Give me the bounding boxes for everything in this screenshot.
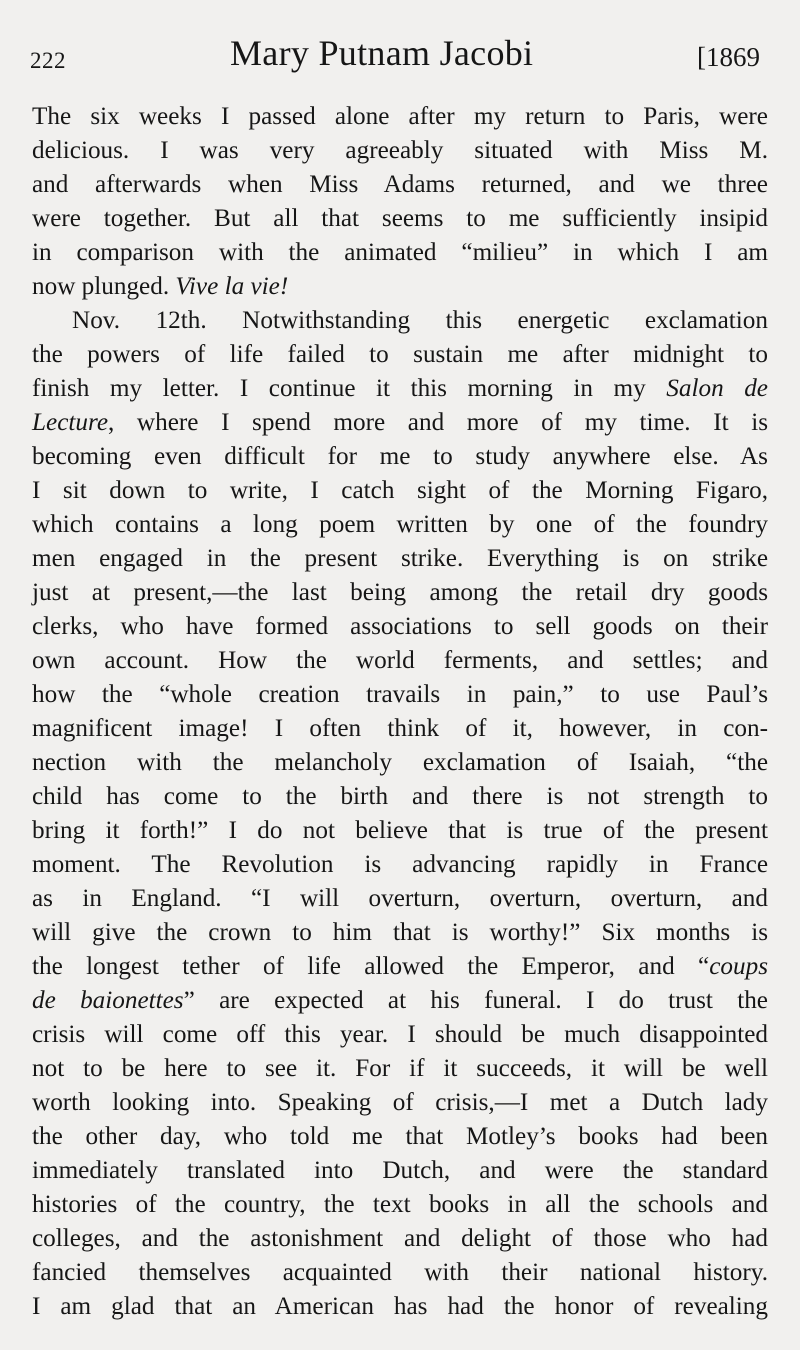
- italic-text: Vive la vie!: [175, 273, 289, 300]
- text-segment: fancied themselves acquainted with their national history.: [32, 1259, 768, 1286]
- text-segment: immediately translated into Dutch, and were the standard: [32, 1157, 768, 1184]
- text-line: [32, 372, 768, 406]
- text-segment: clerks, who have formed associations to sell goods on their: [32, 613, 768, 640]
- text-line: [32, 780, 768, 814]
- text-line: [32, 610, 768, 644]
- text-segment: which contains a long poem written by one of the foundry: [32, 511, 768, 538]
- text-segment: the longest tether of life allowed the Emperor, and “: [32, 953, 710, 980]
- text-segment: I am glad that an American has had the honor of revealing: [32, 1293, 768, 1320]
- text-segment: men engaged in the present strike. Everything is on strike: [32, 545, 768, 572]
- text-line: [32, 202, 768, 236]
- text-segment: how the “whole creation travails in pain,” to use Paul’s: [32, 681, 768, 708]
- text-segment: and afterwards when Miss Adams returned, and we three: [32, 171, 768, 198]
- text-segment: the other day, who told me that Motley’s books had been: [32, 1123, 768, 1150]
- text-segment: now plunged.: [32, 273, 176, 300]
- text-segment: in comparison with the animated “milieu” in which I am: [32, 239, 768, 266]
- text-line: [32, 1120, 768, 1154]
- text-segment: moment. The Revolution is advancing rapidly in France: [32, 851, 768, 878]
- text-segment: own account. How the world ferments, and settles; and: [32, 647, 768, 674]
- text-line: [32, 1052, 768, 1086]
- text-line: [32, 644, 768, 678]
- text-segment: were together. But all that seems to me sufficiently insipid: [32, 205, 768, 232]
- text-line: [32, 1290, 768, 1324]
- text-line: [32, 474, 768, 508]
- text-line: [32, 168, 768, 202]
- text-line: [32, 712, 768, 746]
- text-line: [32, 984, 768, 1018]
- text-segment: crisis will come off this year. I should be much disappointed: [32, 1021, 768, 1048]
- text-line: [32, 100, 768, 134]
- text-line: [32, 950, 768, 984]
- text-segment: becoming even difficult for me to study anywhere else. As: [32, 443, 768, 470]
- text-segment: the powers of life failed to sustain me after midnight to: [32, 341, 768, 368]
- text-line: [32, 1256, 768, 1290]
- text-segment: colleges, and the astonishment and delight of those who had: [32, 1225, 768, 1252]
- text-line: [32, 746, 768, 780]
- text-line: [32, 1154, 768, 1188]
- text-line: [32, 1222, 768, 1256]
- text-line: [32, 678, 768, 712]
- italic-text: de baionettes: [32, 987, 184, 1014]
- italic-text: Salon de: [666, 375, 768, 402]
- text-segment: I sit down to write, I catch sight of the Morning Figaro,: [32, 477, 768, 504]
- text-line: [32, 440, 768, 474]
- text-line: [32, 270, 768, 304]
- text-line: [32, 304, 768, 338]
- italic-text: Lecture: [32, 409, 109, 436]
- text-line: [32, 406, 768, 440]
- text-segment: , where I spend more and more of my time. It is: [108, 409, 768, 436]
- text-line: [32, 338, 768, 372]
- text-line: [32, 882, 768, 916]
- text-segment: magnificent image! I often think of it, however, in con-: [32, 715, 768, 742]
- text-segment: delicious. I was very agreeably situated with Miss M.: [32, 137, 768, 164]
- running-header: [30, 28, 760, 88]
- text-line: [32, 814, 768, 848]
- text-segment: just at present,—the last being among the retail dry goods: [32, 579, 768, 606]
- running-title: Mary Putnam Jacobi: [230, 33, 534, 73]
- text-segment: bring it forth!” I do not believe that is true of the present: [32, 817, 768, 844]
- text-segment: not to be here to see it. For if it succeeds, it will be well: [32, 1055, 768, 1082]
- text-line: [32, 508, 768, 542]
- text-segment: will give the crown to him that is worthy!” Six months is: [32, 919, 768, 946]
- text-line: [32, 576, 768, 610]
- page-number: 222: [30, 48, 66, 73]
- text-segment: Nov. 12th. Notwithstanding this energetic exclamation: [72, 307, 768, 334]
- text-segment: worth looking into. Speaking of crisis,—I met a Dutch lady: [32, 1089, 768, 1116]
- body-text: [32, 100, 768, 1324]
- text-line: [32, 848, 768, 882]
- text-segment: histories of the country, the text books in all the schools and: [32, 1191, 768, 1218]
- text-segment: child has come to the birth and there is not strength to: [32, 783, 768, 810]
- text-segment: finish my letter. I continue it this morning in my: [32, 375, 667, 402]
- text-segment: The six weeks I passed alone after my return to Paris, were: [32, 103, 768, 130]
- text-line: [32, 916, 768, 950]
- text-segment: ” are expected at his funeral. I do trust the: [183, 987, 768, 1014]
- text-line: [32, 236, 768, 270]
- text-line: [32, 542, 768, 576]
- italic-text: coups: [709, 953, 768, 980]
- text-line: [32, 1018, 768, 1052]
- text-segment: nection with the melancholy exclamation of Isaiah, “the: [32, 749, 768, 776]
- text-line: [32, 134, 768, 168]
- text-line: [32, 1188, 768, 1222]
- text-line: [32, 1086, 768, 1120]
- text-segment: as in England. “I will overturn, overturn, overturn, and: [32, 885, 768, 912]
- running-year: [1869: [697, 42, 760, 72]
